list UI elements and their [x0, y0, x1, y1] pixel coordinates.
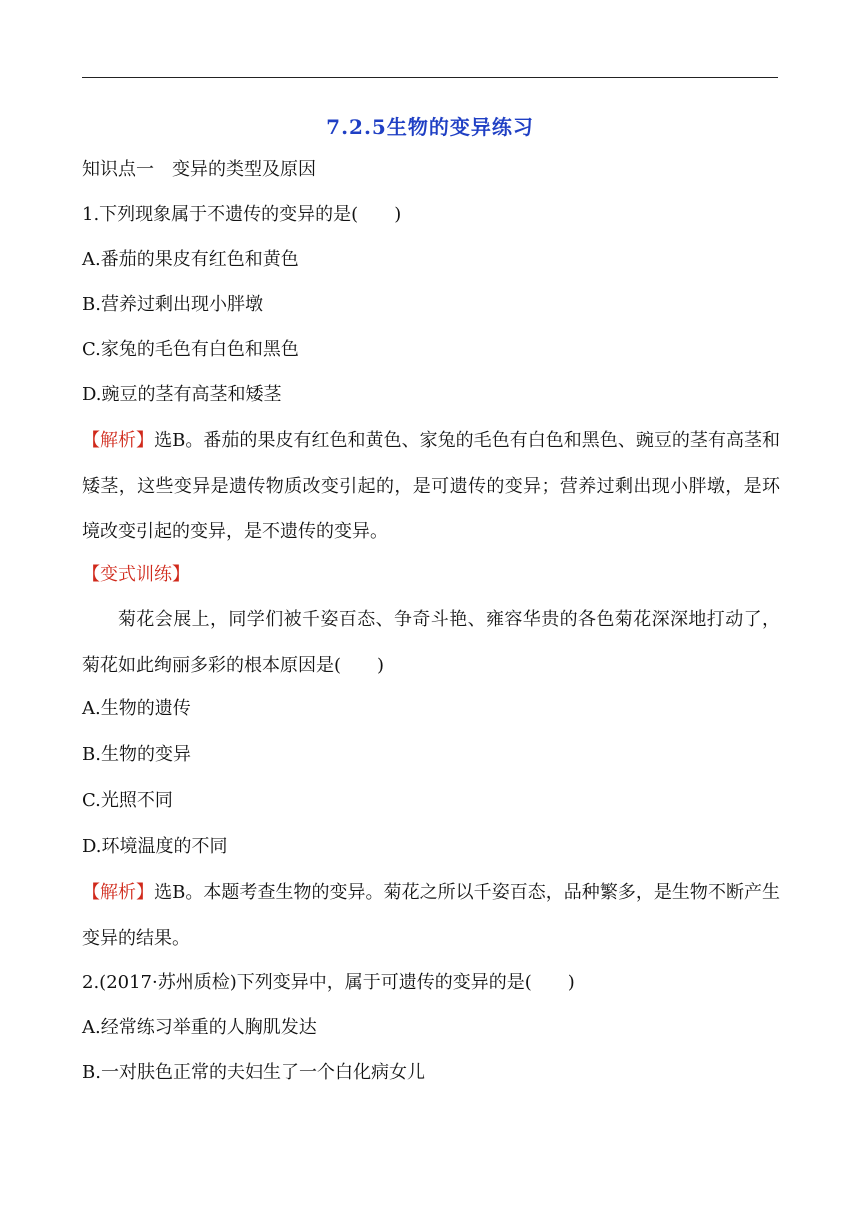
- question-1-analysis: [82, 418, 780, 555]
- variant-stem: 菊花会展上，同学们被千姿百态、争奇斗艳、雍容华贵的各色菊花深深地打动了，菊花如此绚丽多彩的根本原因是( ): [82, 609, 780, 676]
- variant-option-b: B.生物的变异: [82, 744, 191, 765]
- variant-analysis: [82, 870, 780, 961]
- analysis-label: 【解析】: [82, 882, 155, 903]
- analysis-text: 选B。番茄的果皮有红色和黄色、家兔的毛色有白色和黑色、豌豆的茎有高茎和矮茎，这些变异是遗传物质改变引起的，是可遗传的变异；营养过剩出现小胖墩，是环境改变引起的变异，是不遗传的变异。: [82, 430, 781, 542]
- header-rule: [82, 77, 778, 78]
- variant-option-a: A.生物的遗传: [82, 698, 191, 719]
- analysis-label: 【解析】: [82, 430, 155, 451]
- variant-heading: 【变式训练】: [82, 564, 190, 585]
- question-1-option-c: C.家兔的毛色有白色和黑色: [82, 339, 299, 360]
- analysis-text: 选B。本题考查生物的变异。菊花之所以千姿百态，品种繁多，是生物不断产生变异的结果。: [82, 882, 781, 949]
- question-1-option-b: B.营养过剩出现小胖墩: [82, 294, 263, 315]
- question-1-stem: 1.下列现象属于不遗传的变异的是( ): [82, 204, 402, 225]
- question-2-option-a: A.经常练习举重的人胸肌发达: [82, 1017, 317, 1038]
- variant-option-d: D.环境温度的不同: [82, 836, 228, 857]
- question-2-option-b: B.一对肤色正常的夫妇生了一个白化病女儿: [82, 1062, 425, 1083]
- section-heading: 知识点一 变异的类型及原因: [82, 159, 316, 180]
- variant-option-c: C.光照不同: [82, 790, 173, 811]
- question-1-option-a: A.番茄的果皮有红色和黄色: [82, 249, 299, 270]
- question-1-option-d: D.豌豆的茎有高茎和矮茎: [82, 384, 282, 405]
- question-2-stem: 2.(2017·苏州质检)下列变异中，属于可遗传的变异的是( ): [82, 972, 575, 993]
- page-title: 7.2.5生物的变异练习: [326, 115, 534, 139]
